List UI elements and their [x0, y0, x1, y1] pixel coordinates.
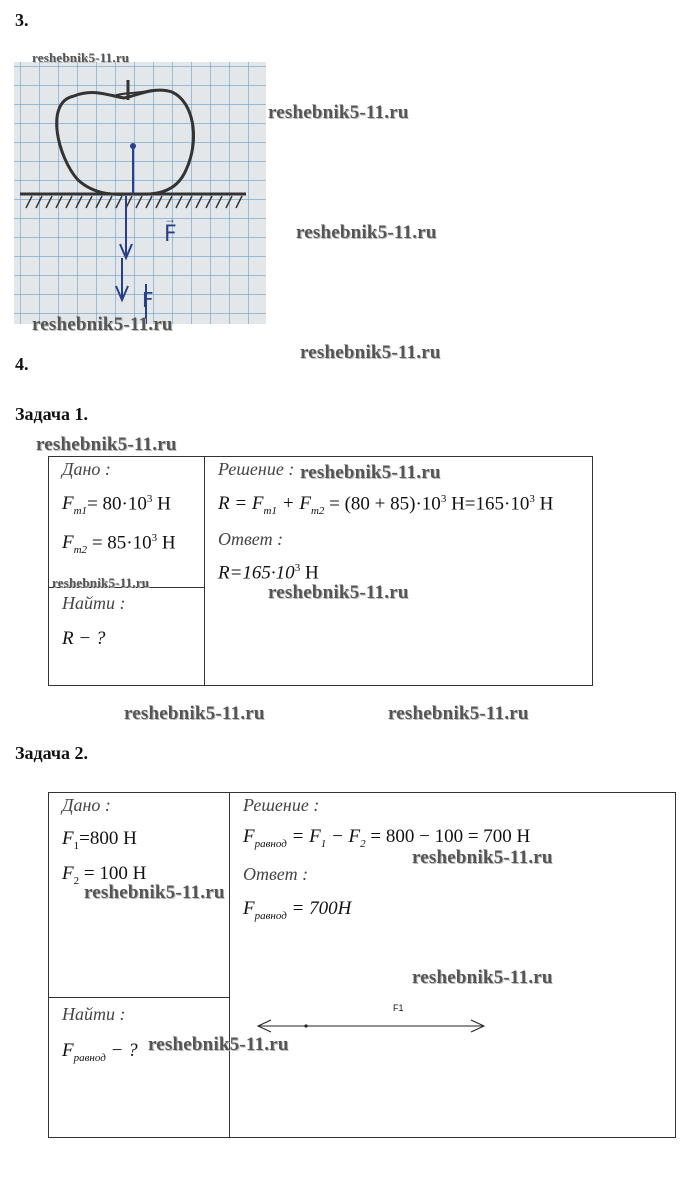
force-label-f-2: F [142, 288, 154, 312]
answer-label: Ответ : [218, 529, 284, 549]
given-label: Дано : [62, 795, 111, 815]
find-value: $F_{равнод}$ − ? [62, 1040, 138, 1064]
given-force-2: $F_2 = 100$ Н [62, 863, 147, 887]
force-vector-diagram [255, 1016, 490, 1036]
watermark: reshebnik5-11.ru [268, 102, 409, 123]
solution-label: Решение : [243, 795, 320, 815]
watermark: reshebnik5-11.ru [148, 1034, 289, 1055]
diagram-label-f1: F1 [393, 1003, 404, 1013]
watermark: reshebnik5-11.ru [412, 847, 553, 868]
table-divider [48, 997, 230, 998]
solution-label: Решение : [218, 459, 295, 479]
watermark: reshebnik5-11.ru [300, 462, 441, 483]
find-label: Найти : [62, 593, 126, 613]
section-3-number: 3. [15, 10, 29, 30]
solution-formula: $R = F_{m1} + F_{m2} = (80 + 85)\cdot 10^3$ $Н=165\cdot 10^3$ Н [218, 493, 554, 518]
table-divider [204, 456, 205, 686]
watermark: reshebnik5-11.ru [32, 314, 173, 335]
given-label: Дано : [62, 459, 111, 479]
given-force-1: $F_{m1}= 80\cdot 10^3$ Н [62, 493, 171, 518]
watermark: reshebnik5-11.ru [268, 582, 409, 603]
watermark: reshebnik5-11.ru [300, 342, 441, 363]
application-point [304, 1024, 307, 1027]
watermark: reshebnik5-11.ru [84, 882, 225, 903]
find-label: Найти : [62, 1004, 126, 1024]
answer-value: $R=165\cdot 10^3$ Н [218, 562, 319, 584]
watermark: reshebnik5-11.ru [388, 703, 529, 724]
given-force-2: $F_{m2} = 85\cdot 10^3$ Н [62, 532, 176, 557]
task-1-title: Задача 1. [15, 404, 89, 424]
table-divider [229, 792, 230, 1138]
watermark: reshebnik5-11.ru [296, 222, 437, 243]
watermark: reshebnik5-11.ru [124, 703, 265, 724]
answer-label: Ответ : [243, 864, 309, 884]
watermark: reshebnik5-11.ru [32, 50, 130, 65]
apple-force-drawing [14, 62, 266, 324]
answer-value: $F_{равнод} = 700Н$ [243, 898, 352, 922]
task-1-table [48, 456, 593, 686]
section-4-number: 4. [15, 354, 29, 374]
force-vector-arrow-icon: → [164, 212, 176, 226]
watermark: reshebnik5-11.ru [52, 575, 150, 590]
force-label-f: F [164, 222, 177, 247]
find-value: R − ? [62, 628, 106, 649]
apple-force-photo [14, 62, 266, 324]
solution-formula: $F_{равнод} = F_1 - F_2 = 800 - 100 = 700$ Н [243, 826, 531, 850]
given-force-1: $F_1=800$ Н [62, 828, 137, 852]
watermark: reshebnik5-11.ru [412, 967, 553, 988]
watermark: reshebnik5-11.ru [36, 434, 177, 455]
task-2-title: Задача 2. [15, 743, 89, 763]
